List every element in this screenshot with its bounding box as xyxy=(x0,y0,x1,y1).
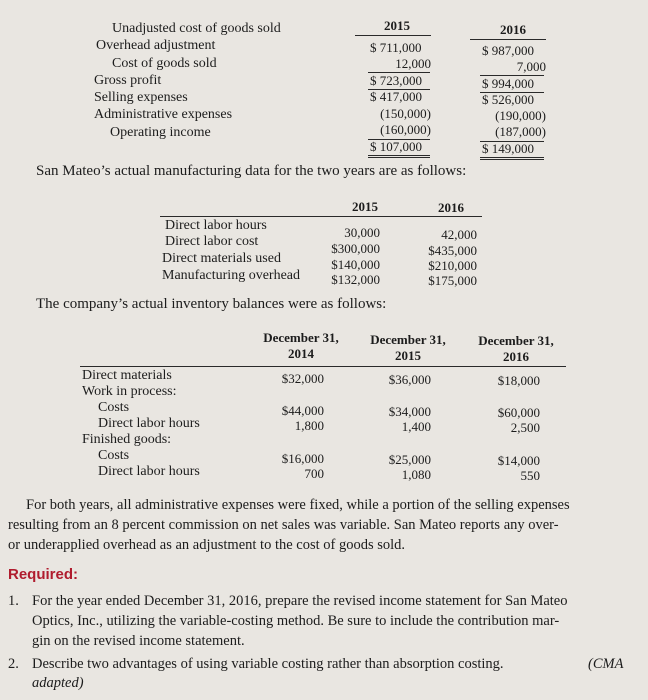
mfg-year-2016: 2016 xyxy=(438,200,464,215)
mfg-2016-materials: $210,000 xyxy=(428,258,477,273)
mfg-2015-labor-hours: 30,000 xyxy=(344,225,380,240)
mfg-2015-labor-cost: $300,000 xyxy=(331,241,380,256)
income-2016-admin: (187,000) xyxy=(495,124,546,139)
inv-2016-direct-materials: $18,000 xyxy=(497,373,540,388)
inv-2015-wip-hours: 1,400 xyxy=(401,419,431,434)
inv-header-2014-line2: 2014 xyxy=(288,346,314,361)
mfg-2016-labor-cost: $435,000 xyxy=(428,243,477,258)
mfg-2015-materials: $140,000 xyxy=(331,257,380,272)
income-2016-gross-profit: $ 526,000 xyxy=(482,92,534,107)
inv-header-2016-line2: 2016 xyxy=(503,349,529,364)
income-year-2016: 2016 xyxy=(500,22,526,37)
income-year-2015: 2015 xyxy=(384,18,410,33)
paragraph-line-2: resulting from an 8 percent commission on net sales was variable. San Mateo reports any over- xyxy=(8,517,559,533)
required-item-2-number: 2. xyxy=(8,656,19,672)
required-item-1-line-1: For the year ended December 31, 2016, prepare the revised income statement for San Mateo xyxy=(32,593,568,609)
inv-header-2014-line1: December 31, xyxy=(263,330,339,345)
income-2016-cogs: $ 994,000 xyxy=(482,76,534,91)
inv-2015-fg-costs: $25,000 xyxy=(388,452,431,467)
inv-2014-direct-materials: $32,000 xyxy=(281,371,324,386)
inv-2015-fg-hours: 1,080 xyxy=(401,467,431,482)
mfg-2015-overhead: $132,000 xyxy=(331,272,380,287)
inv-header-2015-line2: 2015 xyxy=(395,348,421,363)
inv-2014-fg-costs: $16,000 xyxy=(281,451,324,466)
inv-2016-wip-costs: $60,000 xyxy=(497,405,540,420)
income-2015-operating: $ 107,000 xyxy=(370,139,422,154)
inv-2015-wip-costs: $34,000 xyxy=(388,404,431,419)
inv-label-fg-costs: Costs xyxy=(98,448,130,463)
required-item-1-line-2: Optics, Inc., utilizing the variable-costing method. Be sure to include the contribution mar- xyxy=(32,613,560,629)
mfg-2016-labor-hours: 42,000 xyxy=(441,227,477,242)
paragraph-line-3: or underapplied overhead as an adjustment to the cost of goods sold. xyxy=(8,537,406,553)
income-2016-selling: (190,000) xyxy=(495,108,546,123)
income-2015-overhead: 12,000 xyxy=(395,56,431,71)
income-label-operating-income: Operating income xyxy=(110,125,211,140)
required-item-1-line-3: gin on the revised income statement. xyxy=(32,633,245,649)
income-label-overhead-adjustment: Overhead adjustment xyxy=(96,38,216,53)
mfg-year-2015: 2015 xyxy=(352,199,378,214)
inv-2014-fg-hours: 700 xyxy=(304,466,324,481)
mfg-label-direct-materials: Direct materials used xyxy=(162,251,281,266)
mfg-label-direct-labor-cost: Direct labor cost xyxy=(165,234,259,249)
required-item-2-cite: (CMA xyxy=(588,656,624,672)
inv-label-fg-labor-hours: Direct labor hours xyxy=(98,464,200,479)
inv-header-2015-line1: December 31, xyxy=(370,332,446,347)
income-2016-operating: $ 149,000 xyxy=(482,141,534,156)
inv-2014-wip-hours: 1,800 xyxy=(294,418,324,433)
inv-2016-fg-hours: 550 xyxy=(520,468,540,483)
required-heading: Required: xyxy=(8,566,79,583)
income-2016-overhead: 7,000 xyxy=(516,59,546,74)
required-item-2-line-1: Describe two advantages of using variable costing rather than absorption costing. xyxy=(32,656,504,672)
income-label-cogs: Cost of goods sold xyxy=(112,56,217,71)
mfg-label-manufacturing-overhead: Manufacturing overhead xyxy=(162,268,300,283)
inv-2014-wip-costs: $44,000 xyxy=(281,403,324,418)
paragraph-line-1: For both years, all administrative expenses were fixed, while a portion of the selling expenses xyxy=(26,497,570,513)
inv-label-finished-goods: Finished goods: xyxy=(82,432,172,447)
income-2015-selling: (150,000) xyxy=(380,106,431,121)
inventory-intro: The company’s actual inventory balances were as follows: xyxy=(36,296,387,312)
mfg-2016-overhead: $175,000 xyxy=(428,273,477,288)
income-2015-admin: (160,000) xyxy=(380,122,431,137)
inv-2016-wip-hours: 2,500 xyxy=(510,420,540,435)
inv-2015-direct-materials: $36,000 xyxy=(388,372,431,387)
inv-2016-fg-costs: $14,000 xyxy=(497,453,540,468)
inv-header-2016-line1: December 31, xyxy=(478,333,554,348)
inv-label-direct-materials: Direct materials xyxy=(82,368,172,383)
income-2015-cogs: $ 723,000 xyxy=(370,73,422,88)
inv-label-work-in-process: Work in process: xyxy=(82,384,177,399)
income-label-administrative-expenses: Administrative expenses xyxy=(94,107,233,122)
income-2016-unadjusted: $ 987,000 xyxy=(482,43,534,58)
inv-label-wip-labor-hours: Direct labor hours xyxy=(98,416,200,431)
income-label-gross-profit: Gross profit xyxy=(94,73,162,88)
inv-label-wip-costs: Costs xyxy=(98,400,130,415)
income-label-unadjusted-cogs: Unadjusted cost of goods sold xyxy=(112,21,281,36)
required-item-1-number: 1. xyxy=(8,593,19,609)
income-2015-gross-profit: $ 417,000 xyxy=(370,89,422,104)
income-label-selling-expenses: Selling expenses xyxy=(94,90,188,105)
income-2015-unadjusted: $ 711,000 xyxy=(370,40,422,55)
mfg-label-direct-labor-hours: Direct labor hours xyxy=(165,218,267,233)
required-item-2-line-2: adapted) xyxy=(32,675,84,691)
mfg-intro: San Mateo’s actual manufacturing data for the two years are as follows: xyxy=(36,163,467,179)
